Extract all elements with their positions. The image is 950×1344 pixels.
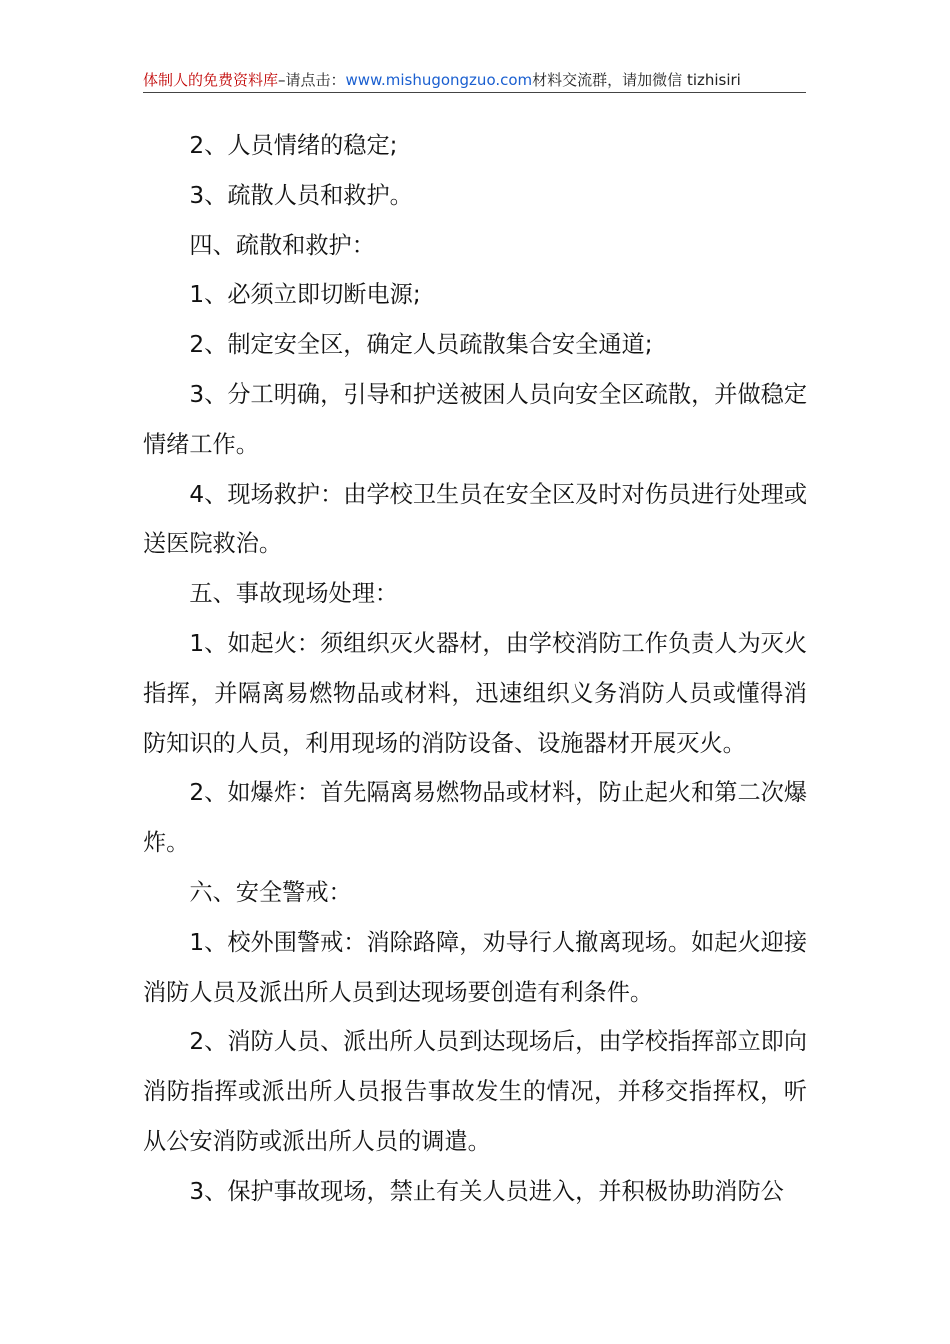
paragraph: 1、如起火：须组织灭火器材，由学校消防工作负责人为灭火指挥，并隔离易燃物品或材料，迅速组织义务消防人员或懂得消防知识的人员，利用现场的消防设备、设施器材开展灭火。	[143, 629, 808, 757]
paragraph: 4、现场救护：由学校卫生员在安全区及时对伤员进行处理或送医院救治。	[143, 480, 808, 558]
paragraph: 3、保护事故现场，禁止有关人员进入，并积极协助消防公	[189, 1177, 784, 1205]
header-link[interactable]: www.mishugongzuo.com	[345, 71, 533, 89]
section-heading: 六、安全警戒：	[189, 878, 352, 906]
section-heading: 五、事故现场处理：	[189, 580, 399, 608]
paragraph: 1、校外围警戒：消除路障，劝导行人撤离现场。如起火迎接消防人员及派出所人员到达现场要创造有利条件。	[143, 928, 808, 1006]
document-body	[143, 121, 807, 1217]
header-suffix: 材料交流群，请加微信 tizhisiri	[532, 71, 741, 89]
header-brand: 体制人的免费资料库	[143, 71, 279, 89]
section-heading: 四、疏散和救护：	[189, 231, 375, 259]
paragraph: 3、分工明确，引导和护送被困人员向安全区疏散，并做稳定情绪工作。	[143, 380, 808, 458]
paragraph: 2、如爆炸：首先隔离易燃物品或材料，防止起火和第二次爆炸。	[143, 779, 808, 857]
paragraph: 2、人员情绪的稳定;	[189, 132, 398, 159]
paragraph: 3、疏散人员和救护。	[189, 181, 413, 209]
header-prompt: –请点击：	[278, 71, 346, 89]
paragraph: 1、必须立即切断电源;	[189, 281, 421, 309]
paragraph: 2、制定安全区，确定人员疏散集合安全通道;	[189, 331, 653, 359]
paragraph: 2、消防人员、派出所人员到达现场后，由学校指挥部立即向消防指挥或派出所人员报告事故发生的情况，并移交指挥权，听从公安消防或派出所人员的调遣。	[143, 1028, 808, 1155]
page-header	[143, 68, 806, 93]
